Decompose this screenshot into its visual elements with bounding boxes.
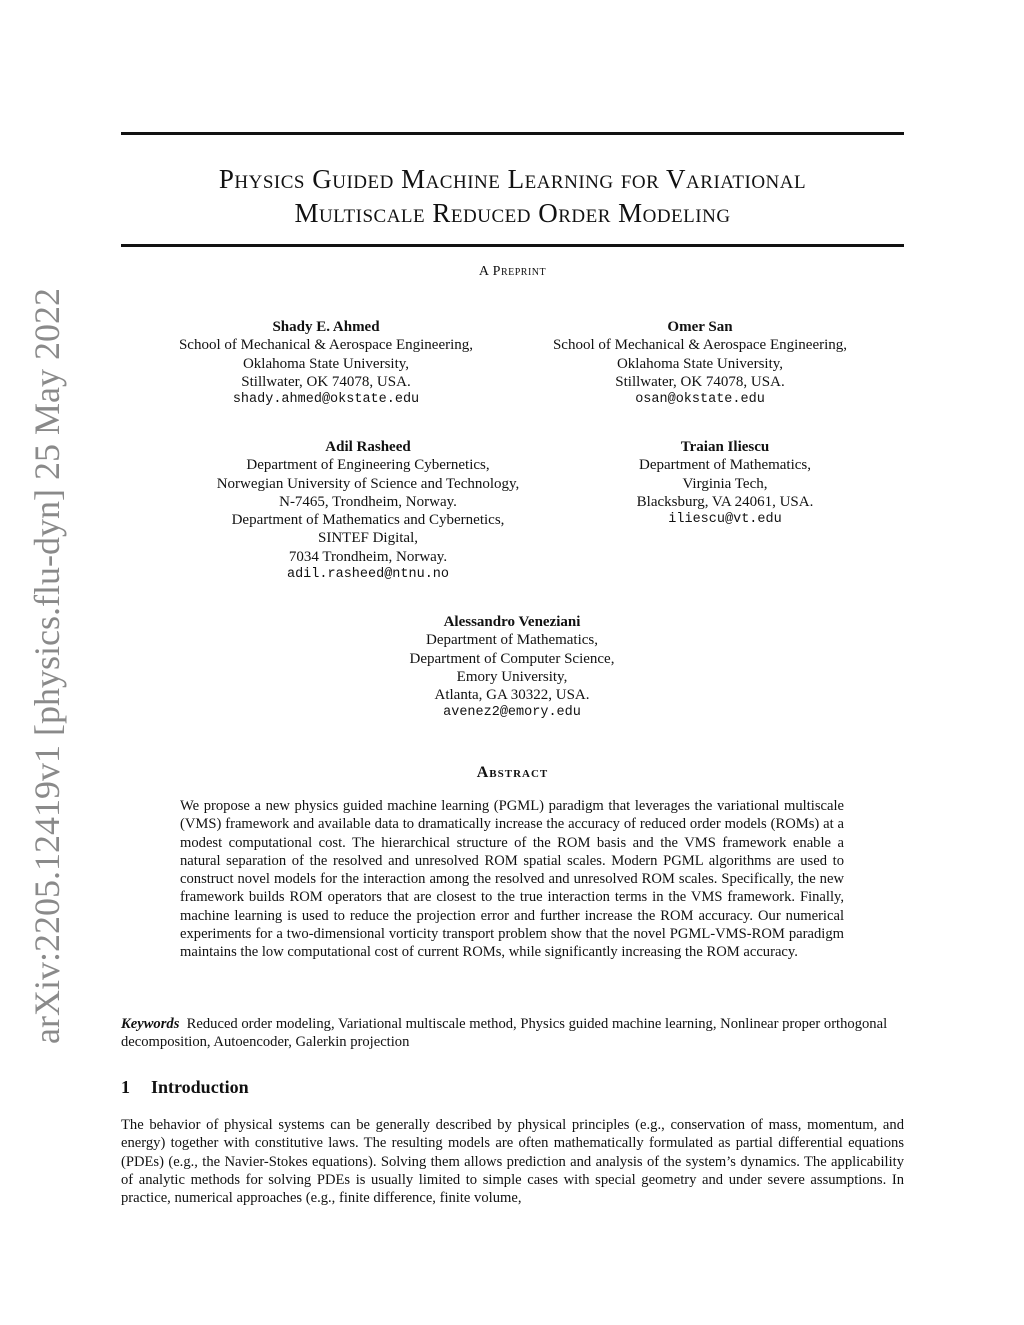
author-name: Alessandro Veneziani xyxy=(443,614,581,630)
keywords-paragraph xyxy=(121,1015,904,1052)
author-affiliation-line: Department of Mathematics, xyxy=(638,457,812,474)
title-line-1: Physics Guided Machine Learning for Variational xyxy=(218,164,807,194)
author-email: iliescu@vt.edu xyxy=(668,512,782,528)
author-block xyxy=(312,613,712,723)
title-top-rule xyxy=(121,132,904,135)
introduction-paragraph: The behavior of physical systems can be generally described by physical principles (e.g., conservation of mass, momentum, and energy) together with constitutive laws. The resulting models are often mathematically formulated as partial differential equations (PDEs) (e.g., the Navier-Stokes equations). Solving them allows prediction and analysis of the system’s dynamics. The applicability of analytic methods for solving PDEs is usually limited to simple cases with special geometry and under severe assumptions. In practice, numerical approaches (e.g., finite difference, finite volume, xyxy=(121,1117,904,1207)
author-email: shady.ahmed@okstate.edu xyxy=(232,392,420,408)
author-affiliation-line: Department of Mathematics and Cybernetics, xyxy=(231,512,505,529)
author-email: adil.rasheed@ntnu.no xyxy=(286,567,450,583)
title-line-2: Multiscale Reduced Order Modeling xyxy=(294,198,731,228)
author-affiliation-line: School of Mechanical & Aerospace Engineering, xyxy=(178,337,474,354)
author-email: avenez2@emory.edu xyxy=(443,705,581,721)
abstract-heading: Abstract xyxy=(476,764,549,781)
author-affiliation-line: Oklahoma State University, xyxy=(616,355,784,372)
preprint-label: A Preprint xyxy=(478,264,547,279)
section-title: Introduction xyxy=(151,1077,249,1097)
author-affiliation-line: 7034 Trondheim, Norway. xyxy=(288,548,448,565)
section-heading xyxy=(121,1077,249,1098)
author-affiliation-line: SINTEF Digital, xyxy=(318,530,418,547)
author-affiliation-line: Oklahoma State University, xyxy=(242,355,410,372)
author-affiliation-line: Stillwater, OK 74078, USA. xyxy=(615,373,785,390)
title-bottom-rule xyxy=(121,244,904,247)
author-block xyxy=(495,318,905,409)
arxiv-identifier-stamp: arXiv:2205.12419v1 [physics.flu-dyn] 25 May 2022 xyxy=(27,288,67,1044)
author-name: Adil Rasheed xyxy=(325,439,411,455)
author-affiliation-line: Atlanta, GA 30322, USA. xyxy=(434,687,590,704)
keywords-label: Keywords xyxy=(121,1016,180,1032)
author-block xyxy=(121,318,531,409)
author-affiliation-line: Department of Engineering Cybernetics, xyxy=(246,457,490,474)
author-name: Shady E. Ahmed xyxy=(272,319,380,335)
author-email: osan@okstate.edu xyxy=(635,392,765,408)
author-affiliation-line: Blacksburg, VA 24061, USA. xyxy=(636,493,814,510)
author-affiliation-line: N-7465, Trondheim, Norway. xyxy=(279,493,457,510)
abstract-text: We propose a new physics guided machine learning (PGML) paradigm that leverages the variational multiscale (VMS) framework and available data to dramatically increase the accuracy of reduced order models (ROMs) at a modest computational cost. The hierarchical structure of the ROM basis and the VMS framework enable a natural separation of the resolved and unresolved ROM spatial scales. Modern PGML algorithms are used to construct novel models for the interaction among the resolved and unresolved ROM scales. Specifically, the new framework builds ROM operators that are closest to the true interaction terms in the VMS framework. Finally, machine learning is used to reduce the projection error and further increase the ROM accuracy. Our numerical experiments for a two-dimensional vorticity transport problem show that the novel PGML-VMS-ROM paradigm maintains the low computational cost of current ROMs, while significantly increasing the ROM accuracy. xyxy=(180,798,844,961)
author-affiliation-line: School of Mechanical & Aerospace Engineering, xyxy=(552,337,848,354)
author-affiliation-line: Stillwater, OK 74078, USA. xyxy=(241,373,411,390)
paper-title xyxy=(121,162,904,230)
author-affiliation-line: Virginia Tech, xyxy=(682,475,768,492)
author-affiliation-line: Emory University, xyxy=(456,668,568,685)
author-affiliation-line: Department of Computer Science, xyxy=(409,650,615,667)
section-number: 1 xyxy=(121,1077,130,1097)
author-name: Traian Iliescu xyxy=(680,439,770,455)
author-name: Omer San xyxy=(667,319,733,335)
author-block xyxy=(163,438,573,584)
author-affiliation-line: Department of Mathematics, xyxy=(425,632,599,649)
author-block xyxy=(560,438,890,529)
author-affiliation-line: Norwegian University of Science and Technology, xyxy=(216,475,520,492)
keywords-text: Reduced order modeling, Variational multiscale method, Physics guided machine learning, Nonlinear proper orthogonal decomposition, Autoencoder, Galerkin projection xyxy=(121,1016,888,1051)
